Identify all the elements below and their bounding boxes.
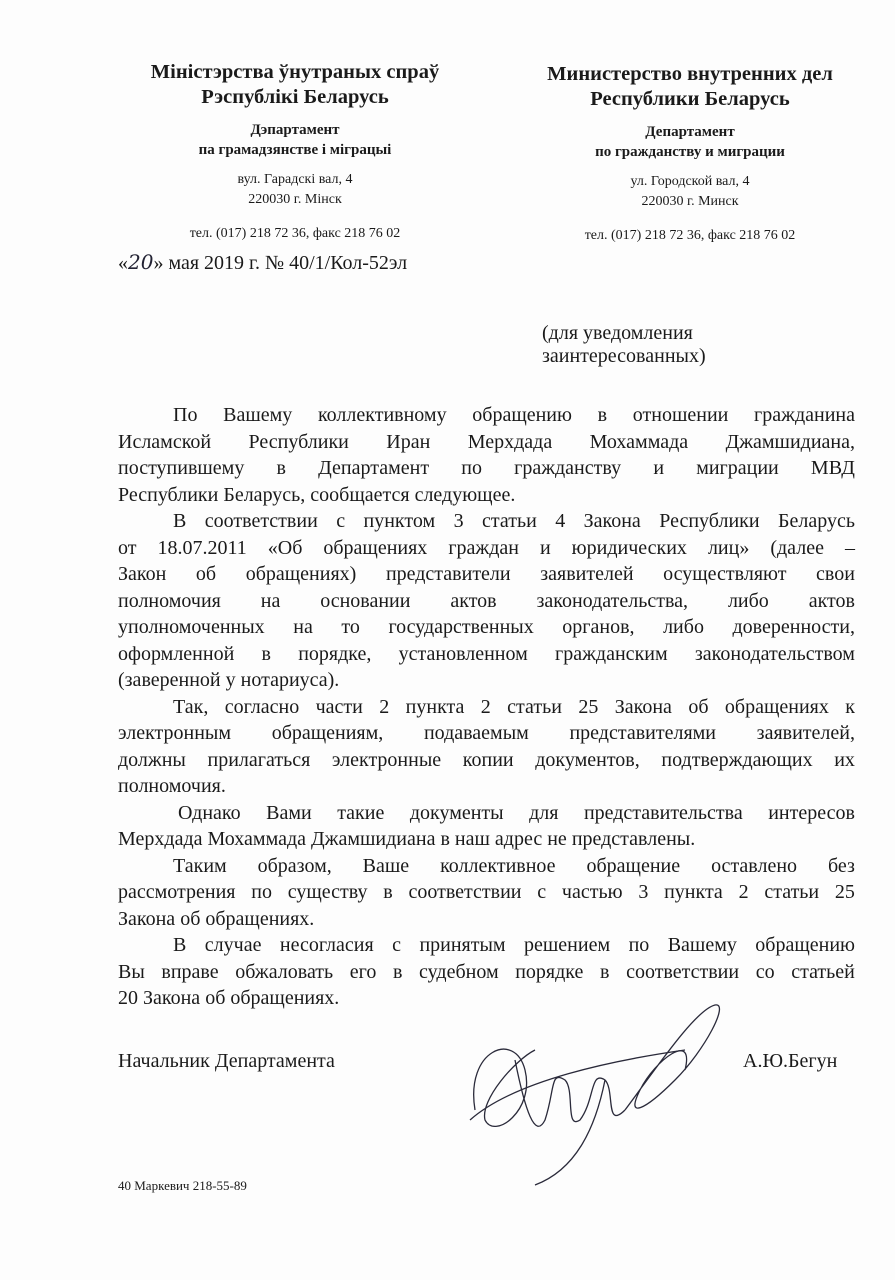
word: государственных [388, 616, 534, 638]
paragraph-line [118, 826, 855, 853]
word: несогласия [279, 934, 374, 956]
signatory-title: Начальник Департамента [118, 1050, 335, 1072]
word: МВД [810, 457, 855, 479]
paragraph-line [118, 588, 855, 615]
paragraph [118, 508, 855, 694]
word: обращению [755, 934, 855, 956]
word: либо [663, 616, 704, 638]
word: В [173, 510, 187, 532]
word: миграции [696, 457, 779, 479]
word: Республики [248, 430, 349, 453]
word: 2 [379, 695, 390, 718]
word: по [251, 881, 272, 903]
paragraph [118, 800, 855, 853]
word: представители [385, 563, 511, 585]
word: пункта [405, 695, 465, 718]
word: с [537, 881, 547, 903]
ministry-name [510, 62, 870, 112]
paragraph-line [118, 508, 855, 535]
word: обращениях) [245, 563, 357, 585]
word: Закон [118, 563, 167, 585]
word: существу [287, 881, 368, 903]
word: образом, [257, 854, 332, 877]
word: интересов [768, 801, 855, 824]
word: 3 [453, 510, 464, 532]
paragraph-line [118, 641, 855, 668]
letterhead-belarusian [115, 60, 475, 244]
word: обращение [586, 854, 681, 877]
word: электронные [331, 748, 442, 771]
word: сообщается [310, 483, 410, 506]
word: По [173, 404, 198, 426]
word: их [834, 748, 855, 771]
word: обращениях. [205, 907, 315, 930]
word: от [118, 536, 137, 559]
word: его [349, 960, 377, 983]
word: обращению [472, 404, 572, 426]
word: такие [337, 801, 385, 824]
word: органов, [562, 616, 635, 638]
address-line: вул. Гарадскі вал, 4 [237, 172, 353, 187]
paragraph-line [118, 694, 855, 721]
word: обращениях [323, 536, 428, 559]
paragraph-line [118, 800, 855, 827]
address [510, 172, 870, 212]
word: В [173, 934, 187, 956]
ministry-line: Республики Беларусь [590, 88, 790, 110]
word: Джамшидиана, [725, 430, 855, 453]
word: основании [320, 589, 411, 612]
word: «Об [267, 536, 303, 559]
word: подтверждающих [661, 748, 813, 771]
word: 2 [738, 881, 749, 903]
word: в [383, 881, 393, 903]
phone: тел. (017) 218 72 36, факс 218 76 02 [584, 228, 796, 243]
word: 3 [638, 881, 649, 903]
word: подаваемым [423, 722, 529, 744]
word: Закона [583, 510, 641, 532]
word: представительства [583, 801, 743, 824]
ministry-line: Міністэрства ўнутраных спраў [150, 61, 440, 83]
word: Так, [173, 695, 209, 718]
word: Мохаммада [589, 430, 689, 453]
word: 18.07.2011 [157, 536, 247, 559]
paragraph-line [118, 906, 855, 933]
word: Департамент [318, 457, 430, 479]
phone: тел. (017) 218 72 36, факс 218 76 02 [189, 226, 401, 241]
word: 20 [118, 987, 138, 1009]
address-line: ул. Городской вал, 4 [630, 174, 750, 189]
word: обращениях. [230, 987, 340, 1009]
ministry-name [115, 60, 475, 110]
word: прилагаться [207, 748, 311, 771]
word: решением [524, 934, 611, 956]
executor-note: 40 Маркевич 218-55-89 [118, 1178, 247, 1193]
word: юридических [571, 536, 687, 559]
word: наш [454, 828, 490, 850]
word: в [261, 642, 271, 665]
addressee-line: заинтересованных) [542, 345, 706, 367]
handwritten-signature [455, 990, 735, 1190]
department-line: Департамент [645, 124, 735, 140]
word: порядке [515, 960, 584, 983]
word: согласно [224, 695, 300, 718]
word: у [225, 669, 236, 691]
word: в [392, 960, 403, 983]
paragraph-line [118, 853, 855, 880]
word: об [205, 987, 226, 1009]
word: доверенности, [732, 616, 855, 638]
word: коллективному [317, 404, 447, 426]
word: оставлено [711, 854, 798, 877]
word: (заверенной [118, 669, 221, 691]
word: Джамшидиана [311, 828, 436, 850]
word: представлены. [571, 828, 696, 850]
word: Республики [118, 483, 219, 506]
word: Ваше [362, 854, 410, 877]
word: статьи [481, 510, 537, 532]
word: в [276, 457, 286, 479]
word: поступившему [118, 457, 245, 479]
paragraph-line [118, 402, 855, 429]
addressee [542, 322, 706, 368]
department-line: по гражданству и миграции [595, 144, 785, 160]
word: 2 [480, 695, 491, 718]
paragraph-line [118, 429, 855, 456]
word: коллективное [440, 854, 556, 877]
word: Республики [659, 510, 760, 532]
paragraph [118, 853, 855, 933]
word: статьи [507, 695, 562, 718]
word: актов [808, 589, 855, 612]
word: установленном [398, 642, 528, 665]
word: актов [450, 589, 497, 612]
word: Беларусь [778, 510, 855, 532]
word: 25 [578, 695, 599, 718]
paragraph-line [118, 455, 855, 482]
word: в [597, 404, 608, 426]
paragraph-line [118, 932, 855, 959]
word: гражданству [514, 457, 622, 479]
word: и [653, 457, 665, 479]
word: на [260, 589, 281, 612]
word: об [180, 907, 201, 930]
word: электронным [118, 722, 232, 744]
word: копии [462, 748, 514, 771]
word: с [336, 510, 346, 532]
word: об [688, 695, 709, 718]
word: Мерхдада [118, 828, 203, 850]
word: Вами [266, 801, 312, 824]
paragraph-line [118, 720, 855, 747]
word: соответствии [204, 510, 318, 532]
department-name [115, 120, 475, 160]
word: свои [816, 563, 855, 585]
word: документов, [535, 748, 640, 771]
department-name [510, 122, 870, 162]
word: и [539, 536, 551, 559]
word: граждан [448, 536, 519, 559]
word: для [529, 801, 559, 824]
word: вправе [161, 960, 219, 983]
word: гражданским [555, 642, 668, 665]
word: случае [204, 934, 262, 956]
word: Вы [118, 960, 145, 983]
word: по [628, 934, 650, 956]
word: нотариуса). [240, 669, 340, 691]
department-line: па грамадзянстве і міграцыі [198, 142, 392, 158]
word: гражданина [754, 404, 855, 426]
address [115, 170, 475, 210]
ministry-line: Министерство внутренних дел [547, 63, 833, 85]
word: об [195, 563, 217, 585]
word: Исламской [118, 430, 212, 453]
word: принятым [419, 934, 506, 956]
word: заявителей, [756, 722, 855, 744]
word: пунктом [363, 510, 436, 532]
word: частью [561, 881, 623, 903]
paragraph-line [118, 747, 855, 774]
word: Вашему [667, 934, 737, 956]
word: Мохаммада [207, 828, 307, 850]
addressee-line: (для уведомления [542, 322, 693, 344]
paragraph [118, 402, 855, 508]
word: оформленной [118, 642, 235, 665]
word: обращениях [724, 695, 829, 718]
word: должны [118, 748, 186, 771]
word: осуществляют [663, 563, 787, 585]
word: лиц» [707, 536, 750, 559]
word: в [440, 828, 450, 850]
paragraph-line [118, 482, 855, 509]
word: Беларусь, [223, 483, 306, 506]
quote: « [118, 252, 128, 274]
word: либо [727, 589, 769, 612]
word: то [341, 616, 360, 638]
word: Закона [118, 907, 176, 930]
word: в [600, 960, 610, 983]
word: не [547, 828, 567, 850]
word: с [392, 934, 401, 956]
word: к [845, 695, 855, 718]
word: пункта [664, 881, 723, 903]
word: законодательством [694, 642, 855, 665]
word: Таким [173, 854, 227, 877]
paragraph [118, 694, 855, 800]
word: рассмотрения [118, 881, 236, 903]
word: порядке, [298, 642, 372, 665]
word: Закона [614, 695, 672, 718]
paragraph-line [118, 773, 855, 800]
address-line: 220030 г. Мінск [248, 192, 342, 207]
word: без [827, 854, 855, 877]
letter-date-number [118, 250, 407, 275]
paragraph-line [118, 667, 855, 694]
word: Закона [143, 987, 201, 1009]
word: отношении [632, 404, 729, 426]
paragraph-line [118, 959, 855, 986]
word: заявителей [540, 563, 634, 585]
word: части [315, 695, 363, 718]
word: полномочия. [118, 775, 226, 797]
word: адрес [494, 828, 543, 850]
word: документы [409, 801, 504, 824]
word: законодательства, [536, 589, 689, 612]
word: статьи [764, 881, 820, 903]
word: по [461, 457, 482, 479]
word: уполномоченных [118, 616, 265, 638]
word: представителями [569, 722, 717, 744]
paragraph-line [118, 561, 855, 588]
department-line: Дэпартамент [250, 122, 340, 138]
paragraph-line [118, 535, 855, 562]
word: следующее. [414, 483, 516, 506]
ministry-line: Рэспублікі Беларусь [201, 86, 389, 108]
paragraph-line [118, 879, 855, 906]
letter-body [118, 402, 855, 1012]
word: соответствии [626, 960, 740, 983]
word: судебном [419, 960, 499, 983]
word: 25 [834, 881, 855, 903]
word: Однако [178, 801, 241, 824]
word: полномочия [118, 589, 221, 612]
word: обжаловать [235, 960, 334, 983]
word: со [755, 960, 775, 983]
address-line: 220030 г. Минск [641, 194, 739, 209]
word: обращениям, [271, 722, 384, 744]
date-and-number: мая 2019 г. № 40/1/Кол-52эл [163, 252, 408, 274]
signatory-name: А.Ю.Бегун [743, 1050, 838, 1072]
word: 4 [555, 510, 566, 532]
word: статьей [791, 960, 855, 983]
word: Иран [386, 430, 431, 453]
word: Мерхдада [467, 430, 553, 453]
word: – [844, 536, 855, 559]
word: на [293, 616, 313, 638]
handwritten-day: 20 [128, 250, 154, 274]
paragraph-line [118, 614, 855, 641]
letterhead-russian [510, 60, 870, 246]
word: (далее [770, 536, 824, 559]
word: Вашему [223, 404, 293, 426]
quote: » [153, 252, 164, 274]
word: соответствии [408, 881, 522, 903]
